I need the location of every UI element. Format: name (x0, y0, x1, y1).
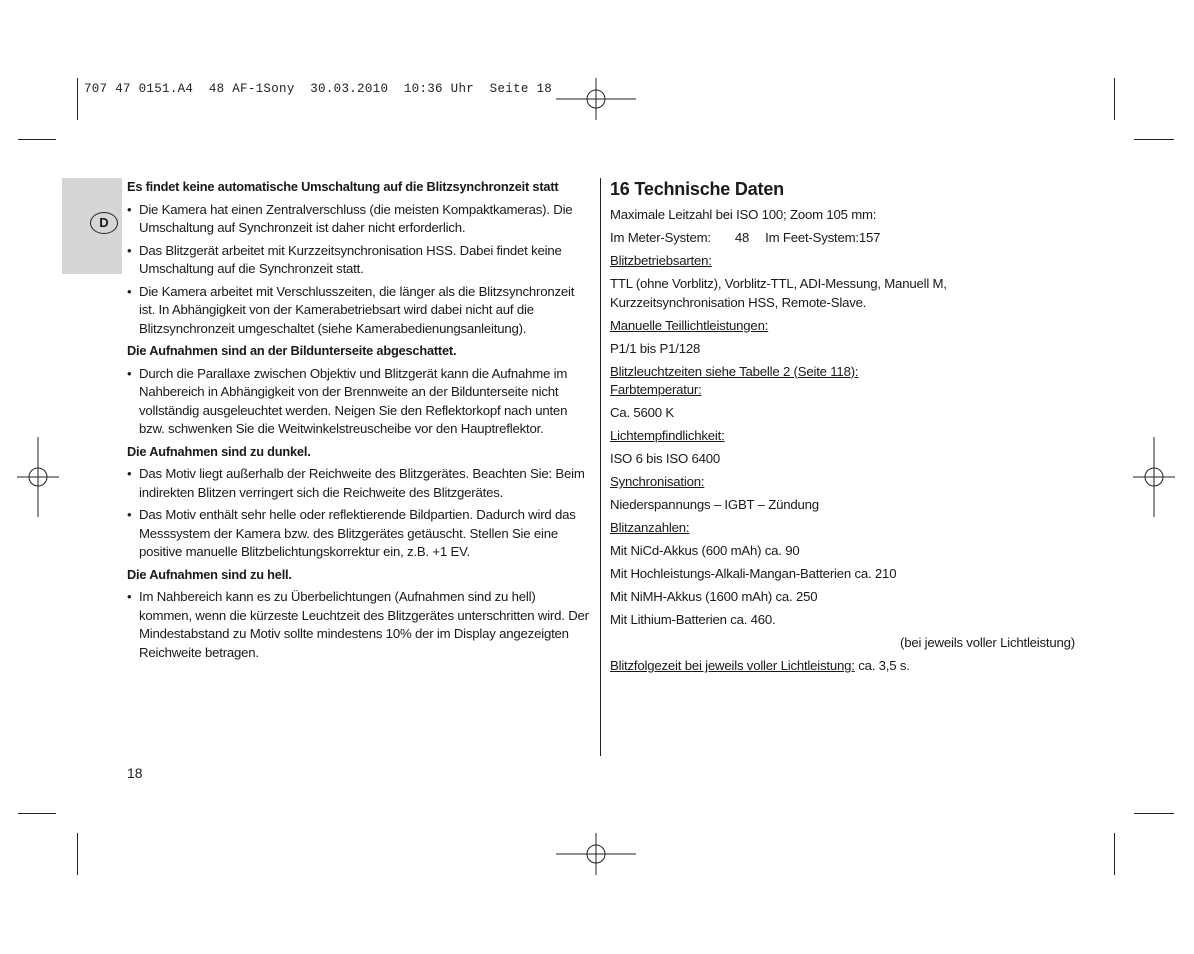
leitzahl-text: Maximale Leitzahl bei ISO 100; Zoom 105 mm: (610, 207, 877, 222)
registration-mark-right (1133, 437, 1175, 517)
crop-mark-bottom-left-h (18, 813, 56, 814)
licht-label: Lichtempfindlichkeit: (610, 428, 725, 443)
folgezeit-value: ca. 3,5 s. (854, 658, 910, 673)
betriebsarten-label: Blitzbetriebsarten: (610, 253, 712, 268)
leuchtzeiten-label: Blitzleuchtzeiten siehe Tabelle 2 (Seite 118): (610, 363, 859, 379)
section-heading: Es findet keine automatische Umschaltung auf die Blitzsynchronzeit statt (127, 179, 559, 194)
right-column (610, 178, 1080, 680)
section-too-bright (127, 566, 589, 663)
list-item: • Die Kamera arbeitet mit Verschlusszeiten, die länger als die Blitzsynchronzeit ist. In Abhängigkeit von der Kamerabetriebsart wird dabei nicht auf die Blitzsynchronzeit umgeschaltet (siehe Kamerabedienungsanleitung). (127, 283, 589, 339)
crop-mark-top-right-v (1114, 78, 1115, 120)
section-heading: Die Aufnahmen sind zu hell. (127, 566, 292, 582)
registration-mark-bottom (556, 833, 636, 875)
meter-value: 48 (734, 230, 750, 245)
section-sync-switch (127, 178, 589, 338)
list-item: • Das Motiv enthält sehr helle oder reflektierende Bildpartien. Dadurch wird das Messsystem der Kamera bzw. des Blitzgerätes getäuscht. Stellen Sie eine positive manuelle Blitzbelichtungskorrektur ein, z.B. +1 EV. (127, 506, 589, 562)
crop-mark-bottom-right-v (1114, 833, 1115, 875)
list-item: Mit Hochleistungs-Alkali-Mangan-Batterien ca. 210 (610, 566, 897, 581)
farbtemp-value: Ca. 5600 K (610, 405, 674, 420)
list-item: • Die Kamera hat einen Zentralverschluss (die meisten Kompaktkameras). Die Umschaltung auf Synchronzeit ist daher nicht erforderlich. (127, 201, 589, 238)
list-item: • Durch die Parallaxe zwischen Objektiv und Blitzgerät kann die Aufnahme im Nahbereich in Abhängigkeit von der Brennweite an der Bildunterseite nicht vollständig ausgeleuchtet werden. Neigen Sie den Reflektorkopf nach unten bzw. schwenken Sie die Weitwinkelstreuscheibe vor den Hauptreflektor. (127, 365, 589, 439)
betriebsarten-value: TTL (ohne Vorblitz), Vorblitz-TTL, ADI-Messung, Manuell M, Kurzzeitsynchronisation HSS, Remote-Slave. (610, 276, 947, 310)
crop-mark-top-left-v (77, 78, 78, 120)
bullet-list (127, 588, 589, 662)
teillicht-label: Manuelle Teillichtleistungen: (610, 317, 769, 333)
feet-value: 157 (858, 230, 881, 245)
teillicht-value: P1/1 bis P1/128 (610, 340, 701, 356)
leitzahl-values (610, 229, 1080, 248)
section-heading: Die Aufnahmen sind an der Bildunterseite abgeschattet. (127, 343, 457, 358)
column-divider (600, 178, 601, 756)
crop-mark-top-left-h (18, 139, 56, 140)
farbtemp-label: Farbtemperatur: (610, 382, 702, 397)
list-item: • Das Motiv liegt außerhalb der Reichweite des Blitzgerätes. Beachten Sie: Beim indirekten Blitzen verringert sich die Reichweite des Blitzgerätes. (127, 465, 589, 502)
section-shadowed (127, 342, 589, 439)
list-item: • Das Blitzgerät arbeitet mit Kurzzeitsynchronisation HSS. Dabei findet keine Umschaltung auf die Synchronzeit statt. (127, 242, 589, 279)
crop-mark-bottom-left-v (77, 833, 78, 875)
list-item: Mit Lithium-Batterien ca. 460. (610, 612, 776, 627)
folgezeit-line (610, 657, 1080, 676)
section-heading: Die Aufnahmen sind zu dunkel. (127, 443, 311, 459)
page-number: 18 (127, 765, 143, 781)
folgezeit-label: Blitzfolgezeit bei jeweils voller Lichtleistung: (610, 658, 855, 673)
crop-mark-top-right-h (1134, 139, 1174, 140)
bullet-list (127, 201, 589, 339)
meter-label: Im Meter-System: (610, 230, 711, 245)
print-slug: 707 47 0151.A4 48 AF-1Sony 30.03.2010 10:36 Uhr Seite 18 (84, 82, 553, 96)
list-item: • Im Nahbereich kann es zu Überbelichtungen (Aufnahmen sind zu hell) kommen, wenn die kürzeste Leuchtzeit des Blitzgerätes unterschritten wird. Der Mindestabstand zu Motiv sollte mindestens 10% der im Display angezeigten Reichweite betragen. (127, 588, 589, 662)
section-too-dark (127, 443, 589, 562)
section-title: 16 Technische Daten (610, 179, 784, 199)
list-item: Mit NiMH-Akkus (1600 mAh) ca. 250 (610, 589, 818, 604)
list-item: Mit NiCd-Akkus (600 mAh) ca. 90 (610, 543, 800, 558)
feet-label: Im Feet-System: (765, 230, 859, 245)
sync-value: Niederspannungs – IGBT – Zündung (610, 497, 819, 512)
bullet-list (127, 365, 589, 439)
sync-label: Synchronisation: (610, 474, 705, 489)
left-column (127, 178, 589, 666)
anzahlen-label: Blitzanzahlen: (610, 520, 690, 535)
registration-mark-left (17, 437, 59, 517)
language-badge: D (90, 212, 118, 234)
registration-mark-top (556, 78, 636, 120)
anzahlen-note: (bei jeweils voller Lichtleistung) (900, 635, 1075, 650)
crop-mark-bottom-right-h (1134, 813, 1174, 814)
bullet-list (127, 465, 589, 562)
licht-value: ISO 6 bis ISO 6400 (610, 451, 721, 466)
